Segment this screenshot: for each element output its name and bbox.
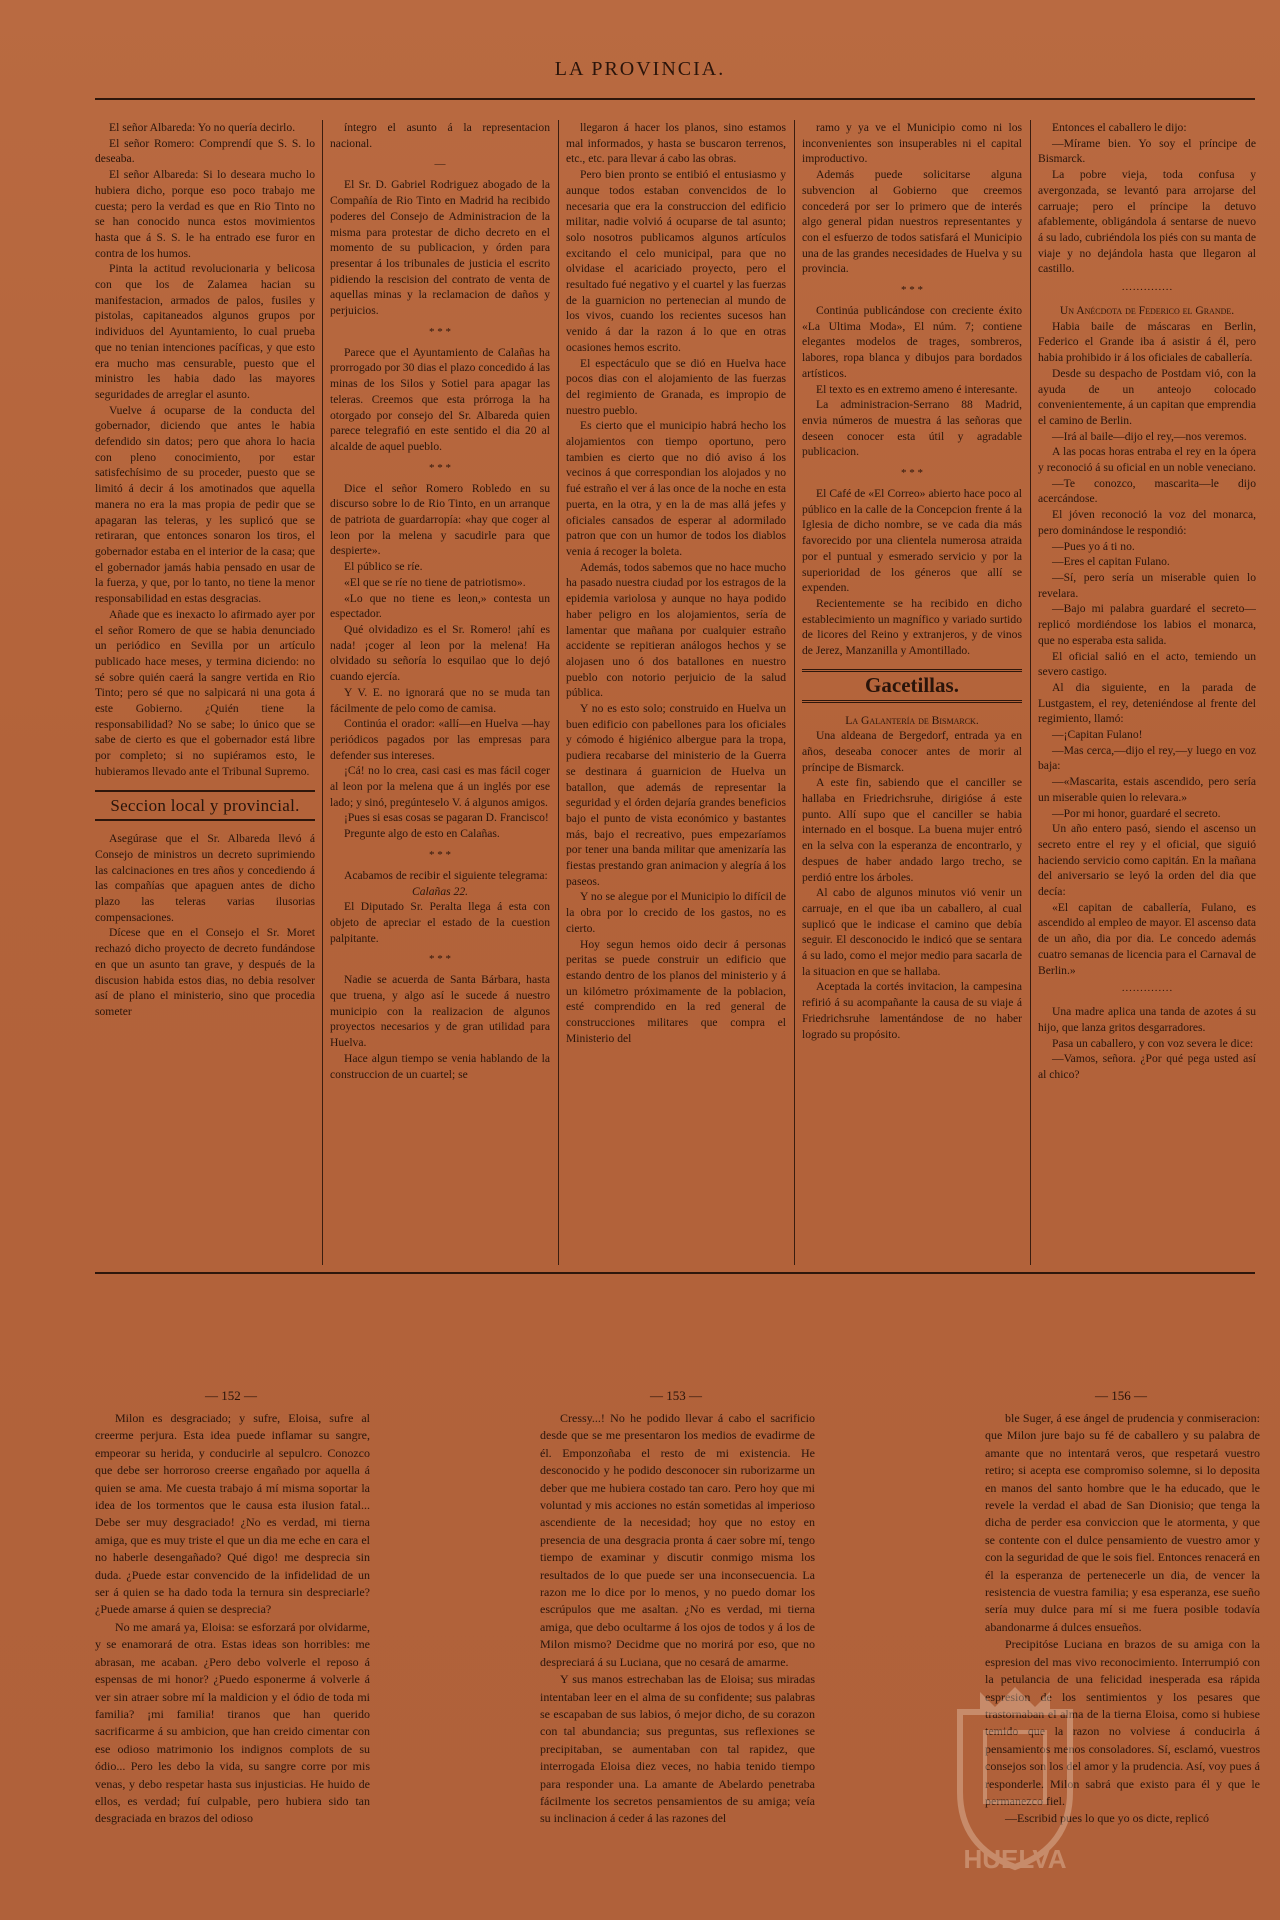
paragraph: —Eres el capitan Fulano. [1052,555,1170,569]
paragraph: Y V. E. no ignorará que no se muda tan fácilmente de pelo como de camisa. [330,685,550,715]
paragraph: Pinta la actitud revolucionaria y belicosa con que los de Zalamea hacian su manifestacion, armados de palos, fusiles y pistolas, capitaneados algunos grupos por individuos del Ayuntamiento, lo cual prueba que no tenian intenciones pacíficas, y que esto era mucho mas censurable, puesto que el ministro les habia dado las mayores seguridades de arreglar el asunto. [95,262,315,401]
paragraph: El público se ríe. [344,560,423,574]
paragraph: Hoy segun hemos oido decir á personas peritas se puede construir un edificio que estando dentro de los planos del ministerio y á un kilómetro próximamente de la poblacion, esté comprendido en la red general de construcciones militares que compra el Ministerio del [566,937,786,1045]
paragraph: Precipitóse Luciana en brazos de su amiga con la espresion del mas vivo reconocimiento. Interrumpió con la petulancia de una felicidad inesperada esa rápida espresion de los sentimientos y los pesares que trastornaban el alma de la tierna Eloisa, como si hubiese temido que la razon no volviese á conducirla á pensamientos menos consoladores. Sí, esclamó, vuestros consejos son los del amor y la prudencia. Así, voy pues á responderle. Milon sabrá que existo para él y que le permanezco fiel. [985,1637,1260,1808]
feuilleton-middle-text [540,1410,815,1828]
paragraph: íntegro el asunto á la representacion nacional. [330,121,550,150]
paragraph: Nadie se acuerda de Santa Bárbara, hasta que truena, y algo así le sucede á nuestro municipio con la realizacion de algunos proyectos necesarios y de gran utilidad para Huelva. [330,973,550,1050]
paragraph: —«Mascarita, estais ascendido, pero sería un miserable quien lo relevara.» [1038,775,1256,804]
paragraph: La pobre vieja, toda confusa y avergonzada, se levantó para arrojarse del carruaje; pero el príncipe la detuvo afablemente, obligándola á sentarse de nuevo á su lado, cubriéndola los piés con su manta de viaje y no dejándola hasta que llegaron al castillo. [1038,168,1256,276]
paragraph: —Mas cerca,—dijo el rey,—y luego en voz baja: [1038,743,1256,773]
paragraph: Aceptada la cortés invitacion, la campesina refirió á su acompañante la causa de su viaje á Friedrichsruhe lamentándose de no haber logrado su propósito. [802,980,1022,1041]
paragraph: El Sr. D. Gabriel Rodriguez abogado de la Compañía de Rio Tinto en Madrid ha recibido poderes del Consejo de Administracion de la misma para protestar de dicho decreto en el momento de su publicacion, y órden para presentar á los tribunales de justicia el escrito pidiendo la rescision del contrato de venta de aquellas minas y la reclamacion de daños y perjuicios. [330,178,550,318]
paragraph: Pasa un caballero, y con voz severa le dice: [1052,1036,1254,1050]
paragraph: ramo y ya ve el Municipio como ni los inconvenientes son insuperables ni el capital improductivo. [802,121,1022,166]
paragraph: «Lo que no tiene es leon,» contesta un espectador. [330,591,550,621]
paragraph: No me amará ya, Eloisa: se esforzará por olvidarme, y se enamorará de otra. Estas ideas son horribles: me abrasan, me acaban. ¿Pero debo volverle el reposo á espensas de mi honor? ¿Puedo esponerme á volverle á ver sin atraer sobre mí la maldicion y el ódio de toda mi familia? ¡mi familia! tiranos que han querido sacrificarme á su ambicion, que han creido cimentar con ese odioso matrimonio los indignos complots de su ódio... Pero les debo la vida, su sangre corre por mis venas, y debo respetar hasta sus injusticias. He huido de ellos, es verdad; fuí culpable, pero hubiera sido tan desgraciada en brazos del odioso [95,1619,370,1826]
paragraph: «El capitan de caballería, Fulano, es ascendido al empleo de mayor. El ascenso data de un año, dia por dia. Le concedo además cuatro semanas de licencia para el Carnaval de Berlin.» [1038,900,1256,977]
paragraph: Dice el señor Romero Robledo en su discurso sobre lo de Rio Tinto, en un arranque de patriota de guardarropía: «hay que coger al leon por la melena y sacudirle para que despierte». [330,481,550,558]
paragraph: Pregunte algo de esto en Calañas. [344,827,500,841]
col5-story [1038,319,1256,979]
paragraph: El señor Albareda: Si lo deseara mucho lo hubiera dicho, porque eso poco trabajo me cuesta; pero la verdad es que en Rio Tinto no se han conocido nunca estos movimientos hasta que á S. S. le ha entrado ese furor en contra de los humos. [95,168,315,260]
asterism: * * * [429,953,451,966]
bottom-rule [95,1272,1255,1274]
col2-text-d [330,481,550,842]
col2-text-c [330,345,550,455]
paragraph: Añade que es inexacto lo afirmado ayer por el señor Romero de que se habia denunciado un periódico en Sevilla por un artículo publicado hace meses, y termina diciendo: no sé sobre quién caerá la sangre vertida en Rio Tinto; pero sé que no salpicará ni una gota á este Gobierno. ¿Quién tiene la responsabilidad? No se sabe; lo único que se sabe de cierto es que el gobernador está libre por completo; si no supiéramos esto, le hubieramos llevado ante el Tribunal Supremo. [95,607,315,778]
paragraph: El jóven reconoció la voz del monarca, pero dominándose le respondió: [1038,508,1256,537]
col2-text-a [330,120,550,151]
telegram-place: Calañas 22. [411,884,469,898]
paragraph: Acabamos de recibir el siguiente telegrama: [344,868,548,882]
paragraph: El Diputado Sr. Peralta llega á esta con objeto de apreciar el estado de la cuestion palpitante. [330,900,550,945]
header-rule [95,98,1255,100]
paragraph: «El que se ríe no tiene de patriotismo». [344,575,526,589]
paragraph: ¡Cá! no lo crea, casi casi es mas fácil coger al leon por la melena que á un inglés por ese lado; y sinó, pregúnteselo V. á algunos amigos. [330,764,550,809]
paragraph: —¡Capitan Fulano! [1052,728,1143,742]
page-number-middle: — 153 — [650,1388,702,1403]
paragraph: El Café de «El Correo» abierto hace poco al público en la calle de la Concepcion frente á la Iglesia de dicho nombre, se ve cada dia más favorecido por una clientela numerosa atraida por el puntual y esmerado servicio y por la superioridad de los géneros que allí se expenden. [802,487,1022,595]
col4-story [802,728,1022,1042]
archive-seal-watermark [940,1672,1090,1872]
paragraph: Dícese que en el Consejo el Sr. Moret rechazó dicho proyecto de decreto fundándose en que un asunto tan grave, y después de la discusion habida estos dias, no debia resolver así de plano el ministerio, sino que procedia someter [95,926,315,1018]
paragraph: El texto es en extremo ameno é interesante. [816,382,1018,396]
paragraph: ¡Pues si esas cosas se pagaran D. Francisco! [344,811,549,825]
col4-text-c [802,486,1022,659]
paragraph: Recientemente se ha recibido en dicho establecimiento un magnífico y variado surtido de licores del Reino y extranjeros, y de vinos de Jerez, Manzanilla y Amontillado. [802,596,1022,658]
masthead: LA PROVINCIA. [554,58,726,80]
column-separator [1030,120,1031,1265]
paragraph: Milon es desgraciado; y sufre, Eloisa, sufre al creerme perjura. Esta idea puede inflamar su sangre, empeorar su herida, y conducirle al sepulcro. Conozco que debe ser horroroso creerse engañado por aquella á quien se ama. Me cuesta trabajo á mí misma soportar la idea de los tormentos que le causa esta ilusion fatal... Debe ser muy desgraciado! ¿No es verdad, mi tierna amiga, que es muy triste el que un dia me eche en cara el no haberle desengañado? Qué digo! me desprecia sin duda. ¿Puede estar convencido de la infidelidad de un ser á quien se ha dado toda la ternura sin despreciarle? ¿Puede amarse á quien se desprecia? [95,1411,370,1617]
col2-text-e [330,868,550,884]
paragraph: —Escribid pues lo que yo os dicte, replicó [1005,1811,1209,1826]
asterism: * * * [901,467,923,480]
paragraph: —Vamos, señora. ¿Por qué pega usted así al chico? [1038,1052,1256,1082]
column-separator [794,120,795,1265]
asterism: * * * [429,848,451,861]
divider-dots: ·············· [1121,985,1173,998]
feuilleton-left-text [95,1410,370,1828]
paragraph: Un año entero pasó, siendo el ascenso un secreto entre el rey y el oficial, que siguió haciendo servicio como capitán. En la mañana del aniversario se leyó la orden del dia que decía: [1038,822,1256,899]
paragraph: Parece que el Ayuntamiento de Calañas ha prorrogado por 30 dias el plazo concedido á las minas de los Silos y Sotiel para apagar las teleras. Creemos que esta prórroga la ha otorgado por consejo del Sr. Albareda quien parece telegrafió en este sentido el dia 20 al alcalde de aquel pueblo. [330,345,550,453]
paragraph: El espectáculo que se dió en Huelva hace pocos dias con el alojamiento de las fuerzas del regimiento de Granada, es impropio de nuestro pueblo. [566,356,786,417]
paragraph: Y no se alegue por el Municipio lo difícil de la obra por lo crecido de los gastos, no es cierto. [566,890,786,935]
paragraph: Además puede solicitarse alguna subvencion al Gobierno que creemos concederá por ser lo primero que de interés algo general pidan nuestros representantes y con el esfuerzo de todos satisfará el Municipio una de las grandes necesidades de Huelva y su provincia. [802,168,1022,276]
asterism: * * * [429,325,451,338]
paragraph: Continúa el orador: «allí—en Huelva —hay periódicos pagados por las empresas para defender sus intereses. [330,717,550,762]
feuilleton-middle [540,1410,815,1910]
divider-dash: — [434,158,446,171]
paragraph: Una madre aplica una tanda de azotes á su hijo, que lanza gritos desgarradores. [1038,1005,1256,1034]
col5-text-c [1038,1004,1256,1083]
column-2 [330,120,550,1265]
column-5 [1038,120,1256,1265]
paragraph: Al dia siguiente, en la parada de Lustgastem, el rey, deteniéndose al frente del regimiento, llamó: [1038,680,1256,726]
col1-text [95,120,315,780]
page-number-left: — 152 — [205,1388,257,1403]
col4-text-b [802,303,1022,460]
paragraph: Asegúrase que el Sr. Albareda llevó á Consejo de ministros un decreto suprimiendo las calcinaciones en tres años y concediendo á las compañías que apaguen antes de dicho plazo las teleras varias ilusorias compensaciones. [95,832,315,924]
asterism: * * * [429,461,451,474]
paragraph: —Pues yo á ti no. [1052,539,1135,553]
paragraph: A las pocas horas entraba el rey en la ópera y reconoció á su oficial en un noble veneciano. [1038,445,1256,475]
column-4 [802,120,1022,1265]
paragraph: Entonces el caballero le dijo: [1052,121,1187,134]
asterism: * * * [901,284,923,297]
paragraph: —Te conozco, mascarita—le dijo acercándose. [1038,476,1256,506]
paragraph: Desde su despacho de Postdam vió, con la ayuda de un anteojo colocado convenientemente, á un capitan que emprendia el camino de Berlin. [1038,366,1256,427]
paragraph: El oficial salió en el acto, temiendo un severo castigo. [1038,649,1256,679]
col2-text-b [330,177,550,318]
paragraph: Habia baile de máscaras en Berlin, Federico el Grande iba á asistir á él, pero habia prohibido ir á los oficiales de caballería. [1038,319,1256,365]
paragraph: Además, todos sabemos que no hace mucho ha pasado nuestra ciudad por los estragos de la epidemia variolosa y aunque no haya podido haber peligro en los alojamientos, sería de lamentar que mañana por cualquier estraño accidente se repitieran análogos hechos y se alojasen uno ó dos batallones en nuestro pueblo con notorio perjuicio de la salud pública. [566,560,786,700]
paragraph: A este fin, sabiendo que el canciller se hallaba en Friedrichsruhe, dirigióse á este punto. Allí supo que el canciller se habia internado en el bosque. La buena mujer entró en la selva con la esperanza de encontrarlo, y despues de haber andado largo trecho, se perdió entre los árboles. [802,776,1022,884]
column-separator [558,120,559,1265]
paragraph: Pero bien pronto se entibió el entusiasmo y aunque todos estaban convencidos de lo necesaria que era la construccion del edificio militar, nadie volvió á ocuparse de tal asunto; solo nosotros publicamos algunos artículos excitando el celo municipal, para que no olvidase el acariciado proyecto, pero el resultado fué negativo y el cuartel y las fuerzas de la guarnicion no pertenecian al mundo de los vivos, cuando los recientes sucesos han venido á dar la razon á lo que en otras ocasiones hemos escrito. [566,168,786,354]
paragraph: Continúa publicándose con creciente éxito «La Ultima Moda», El núm. 7; contiene elegantes modelos de trages, sombreros, labores, ropa blanca y dibujos para bordados artísticos. [802,304,1022,380]
paragraph: Vuelve á ocuparse de la conducta del gobernador, diciendo que antes le habia defendido sin datos; pero que ahora lo hacia con pleno conocimiento, por estar satisfechísimo de su proceder, puesto que se limitó á decir á los amotinados que aquella manera no era la mas propia de pedir que se apagaran las teleras, y les suplicó que se retiraran, que entonces sonaron los tiros, el gobernador estaba en el interior de la casa; que el gobernador jamás habia pensado en usar de la fuerza, y que, por lo tanto, no tiene la menor responsabilidad en estas desgracias. [95,403,315,606]
paragraph: El señor Romero: Comprendí que S. S. lo deseaba. [95,136,315,166]
paragraph: Es cierto que el municipio habrá hecho los alojamientos con tiempo oportuno, pero tambien es cierto que no dió aviso á los vecinos á que correspondian los alojados y no fué estraño el ver á las once de la noche en esta puerta, en la otra, y en la de mas allá jefes y oficiales cansados de esperar al adormilado patron que con un humor de todos los diablos venia á recoger la boleta. [566,419,786,558]
paragraph: —Por mi honor, guardaré el secreto. [1052,806,1221,820]
page-number-right: — 156 — [1095,1388,1147,1403]
paragraph: ble Suger, á ese ángel de prudencia y conmiseracion: que Milon jure bajo su fé de caballero y su palabra de amante que no intentará veros, que respetará vuestro retiro; si acepta ese compromiso solemne, si lo deposita en manos del santo hombre que le ha educado, que le revele la verdad el abad de San Dionisio; que tenga la dicha de perder esa conviccion que le atormenta, y que se contente con el dulce pensamiento de vuestro amor y con la seguridad de que le sois fiel. Entonces renacerá en él la esperanza de pertenecerle un dia, de vencer la resistencia de vuestra familia; y esa esperanza, ese sueño sería muy dulce para mí si me fuera posible todavía abandonarme á dulces ensueños. [985,1411,1260,1634]
col2-text-f [330,899,550,946]
col4-text-a [802,120,1022,277]
paragraph: Hace algun tiempo se venia hablando de la construccion de un cuartel; se [330,1051,550,1081]
paragraph: —Sí, pero sería un miserable quien lo revelara. [1038,570,1256,600]
paragraph: —Mírame bien. Yo soy el príncipe de Bismarck. [1038,136,1256,166]
col2-text-g [330,972,550,1082]
paragraph: llegaron á hacer los planos, sino estamos mal informados, y hasta se buscaron terrenos, etc., etc. para llevar á cabo las obras. [566,121,786,166]
col1-text-2 [95,831,315,1019]
paragraph: Al cabo de algunos minutos vió venir un carruaje, en el que iba un caballero, al cual suplicó que le indicase el camino que debía seguir. El desconocido le indicó que se sentara á su lado, como el mejor medio para sacarla de la situacion en que se hallaba. [802,886,1022,978]
col5-text-a [1038,120,1256,277]
paragraph: Y sus manos estrechaban las de Eloisa; sus miradas intentaban leer en el alma de su confidente; sus palabras se escapaban de sus labios, ó mejor dicho, de su corazon con tal abundancia; sus preguntas, sus reflexiones se precipitaban, se aumentaban con tal rapidez, que interrogada Eloisa diez veces, no habia tenido tiempo para responder una. La amante de Abelardo penetraba fácilmente los secretos pensamientos de su amiga; veía su inclinacion á ceder á las razones del [540,1672,815,1826]
feuilleton-left [95,1410,370,1910]
story-title-2: Un Anécdota de Federico el Grande. [1059,304,1235,318]
seal-watermark-text: HUELVA [963,1844,1067,1872]
column-separator [322,120,323,1265]
paragraph: Cressy...! No he podido llevar á cabo el sacrificio desde que se me presentaron los medios de evadirme de él. Emponzoñaba el resto de mi existencia. He desconocido y he podido desconocer sin ruborizarme un deber que me hubiera costado tan caro. Pero hoy que mi voluntad y mis acciones no están sometidas al imperioso ascendiente de la necesidad; hoy que no estoy en presencia de una desgracia pronta á caer sobre mí, tengo tiempo de examinar y discutir conmigo misma los resultados de lo que puede ser una inconsecuencia. La razon me lo dice por lo menos, y no puedo domar los escrúpulos que me asaltan. ¿No es verdad, mi tierna amiga, que debo ocultarme á los ojos de todos y á los de Milon mismo? Decidme que no morirá por eso, que no despreciará á su Luciana, que no cesará de amarme. [540,1411,815,1669]
gacetillas-title: Gacetillas. [802,669,1022,703]
divider-dots: ·············· [1121,284,1173,297]
section-title: Seccion local y provincial. [95,790,315,822]
paragraph: La administracion-Serrano 88 Madrid, envia números de muestra á las señoras que deseen conocer esta útil y agradable publicacion. [802,398,1022,459]
paragraph: Qué olvidadizo es el Sr. Romero! ¡ahí es nada! ¡coger al leon por la melena! Ha olvidado su señoría lo esquilao que lo dejó cuando ejercía. [330,622,550,684]
column-1 [95,120,315,1265]
paragraph: El señor Albareda: Yo no quería decirlo. [109,121,296,134]
paragraph: Y no es esto solo; construido en Huelva un buen edificio con pabellones para los oficiales y cómodo é higiénico albergue para la tropa, pudiera recabarse del ministerio de la Guerra se destinara á guarnicion de Huelva un batallon, que además de representar la seguridad y el órden dejaría grandes beneficios bajo el punto de vista económico y bastantes más, bajo el recreativo, pues empezaríamos por tener una banda militar que amenizaría las fiestas prestando gran animacion y alegría á los paseos. [566,702,786,888]
story-title: La Galantería de Bismarck. [845,713,979,727]
column-3 [566,120,786,1265]
paragraph: —Irá al baile—dijo el rey,—nos veremos. [1052,429,1247,443]
col3-text [566,120,786,1046]
paragraph: —Bajo mi palabra guardaré el secreto—replicó mordiéndose los labios el monarca, que no esperaba esta salida. [1038,602,1256,647]
paragraph: Una aldeana de Bergedorf, entrada ya en años, deseaba conocer antes de morir al príncipe de Bismarck. [802,729,1022,774]
